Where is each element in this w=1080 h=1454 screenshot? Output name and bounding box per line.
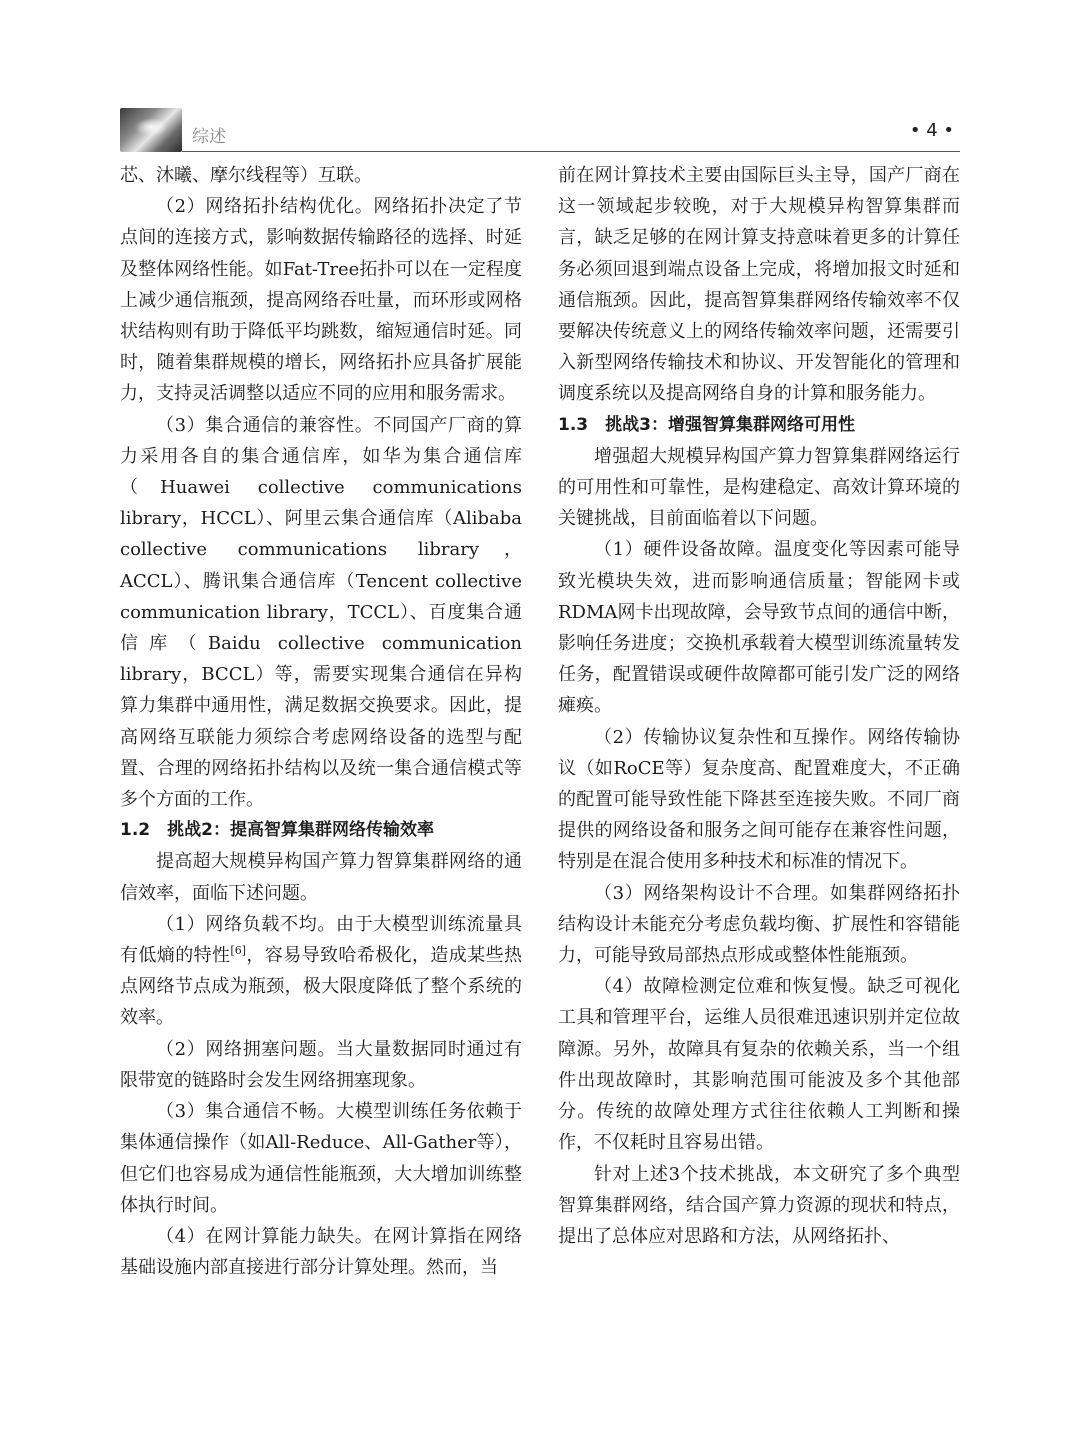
paragraph-hardware-fault: （1）硬件设备故障。温度变化等因素可能导致光模块失效，进而影响通信质量；智能网卡或RDMA网卡出现故障，会导致节点间的通信中断，影响任务进度；交换机承载着大模型训练流量转发任务，配置错误或硬件故障都可能引发广泛的网络瘫痪。 [558,539,960,717]
right-column [558,160,960,1252]
left-column [120,160,522,1283]
paragraph-load-text-a: （1）网络负载不均。由于大模型训练流量具有低熵的特性 [120,913,522,967]
paragraph-continuation: 芯、沐曦、摩尔线程等）互联。 [120,165,372,186]
citation-ref: [6] [230,944,246,958]
paragraph-in-network: （4）在网计算能力缺失。在网计算指在网络基础设施内部直接进行部分计算处理。然而，当 [120,1225,522,1279]
paragraph-summary: 针对上述3个技术挑战，本文研究了多个典型智算集群网络，结合国产算力资源的现状和特点，提出了总体应对思路和方法，从网络拓扑、 [558,1163,960,1247]
paragraph-load-imbalance [120,909,522,1034]
section-heading-1-2: 1.2 挑战2：提高智算集群网络传输效率 [120,820,434,841]
paragraph-continuation: 前在网计算技术主要由国际巨头主导，国产厂商在这一领域起步较晚，对于大规模异构智算集群而言，缺乏足够的在网计算支持意味着更多的计算任务必须回退到端点设备上完成，将增加报文时延和通信瓶颈。因此，提高智算集群网络传输效率不仅要解决传统意义上的网络传输效率问题，还需要引入新型网络传输技术和协议、开发智能化的管理和调度系统以及提高网络自身的计算和服务能力。 [558,165,960,405]
journal-logo-icon [120,108,182,152]
section-heading-1-3: 1.3 挑战3：增强智算集群网络可用性 [558,414,855,435]
paragraph-fault-detection: （4）故障检测定位难和恢复慢。缺乏可视化工具和管理平台，运维人员很难迅速识别并定位故障源。另外，故障具有复杂的依赖关系，当一个组件出现故障时，其影响范围可能波及多个其他部分。传统的故障处理方式往往依赖人工判断和操作，不仅耗时且容易出错。 [558,976,960,1154]
paragraph-load-text-b: ，容易导致哈希极化，造成某些热点网络节点成为瓶颈，极大限度降低了整个系统的效率。 [120,945,523,1029]
paragraph-topology: （2）网络拓扑结构优化。网络拓扑决定了节点间的连接方式，影响数据传输路径的选择、时延及整体网络性能。如Fat-Tree拓扑可以在一定程度上减少通信瓶颈，提高网络吞吐量，而环形或网格状结构则有助于降低平均跳数，缩短通信时延。同时，随着集群规模的增长，网络拓扑应具备扩展能力，支持灵活调整以适应不同的应用和服务需求。 [120,196,522,405]
paragraph-collective-compat: （3）集合通信的兼容性。不同国产厂商的算力采用各自的集合通信库，如华为集合通信库（Huawei collective communications library，HCCL）、阿里云集合通信库（Alibaba collective communications library，ACCL）、腾讯集合通信库（Tencent collective communication library，TCCL）、百度集合通信库（Baidu collective communication library，BCCL）等，需要实现集合通信在异构算力集群中通用性，满足数据交换要求。因此，提高网络互联能力须综合考虑网络设备的选型与配置、合理的网络拓扑结构以及统一集合通信模式等多个方面的工作。 [120,414,522,811]
paragraph-protocol: （2）传输协议复杂性和互操作。网络传输协议（如RoCE等）复杂度高、配置难度大，不正确的配置可能导致性能下降甚至连接失败。不同厂商提供的网络设备和服务之间可能存在兼容性问题，特别是在混合使用多种技术和标准的情况下。 [558,726,960,873]
paragraph-collective-slow: （3）集合通信不畅。大模型训练任务依赖于集体通信操作（如All-Reduce、All-Gather等），但它们也容易成为通信性能瓶颈，大大增加训练整体执行时间。 [120,1101,522,1216]
paragraph-intro-1-3: 增强超大规模异构国产算力智算集群网络运行的可用性和可靠性，是构建稳定、高效计算环境的关键挑战，目前面临着以下问题。 [558,445,960,530]
header-rule [182,151,960,152]
paragraph-architecture: （3）网络架构设计不合理。如集群网络拓扑结构设计未能充分考虑负载均衡、扩展性和容错能力，可能导致局部热点形成或整体性能瓶颈。 [558,882,960,967]
paragraph-congestion: （2）网络拥塞问题。当大量数据同时通过有限带宽的链路时会发生网络拥塞现象。 [120,1038,522,1091]
page-number: • 4 • [909,120,954,141]
paragraph-intro-1-2: 提高超大规模异构国产算力智算集群网络的通信效率，面临下述问题。 [120,851,522,904]
page-header [120,108,960,152]
section-label: 综述 [192,127,226,147]
